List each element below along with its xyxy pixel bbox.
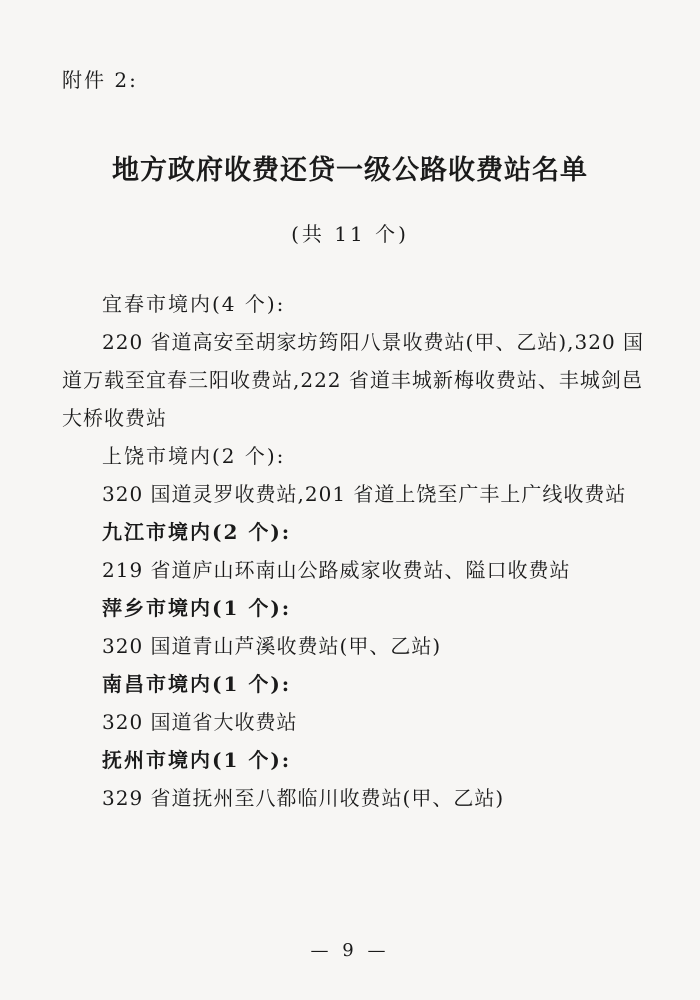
section-items-shangrao: 320 国道灵罗收费站,201 省道上饶至广丰上广线收费站 — [102, 482, 627, 506]
section-label-shangrao: 上饶市境内(2 个): — [102, 444, 286, 468]
station-count: (共 11 个) — [291, 222, 409, 246]
section-label-pingxiang: 萍乡市境内(1 个): — [102, 596, 292, 620]
section-label-jiujiang: 九江市境内(2 个): — [102, 520, 292, 544]
section-label-nanchang: 南昌市境内(1 个): — [102, 672, 292, 696]
attachment-label: 附件 2: — [62, 68, 138, 92]
section-label-yichun: 宜春市境内(4 个): — [102, 292, 286, 316]
section-items-fuzhou: 329 省道抚州至八都临川收费站(甲、乙站) — [102, 786, 505, 810]
section-items-jiujiang: 219 省道庐山环南山公路威家收费站、隘口收费站 — [102, 558, 571, 582]
document-title: 地方政府收费还贷一级公路收费站名单 — [112, 155, 588, 186]
section-label-fuzhou: 抚州市境内(1 个): — [102, 748, 292, 772]
section-items-yichun: 220 省道高安至胡家坊筠阳八景收费站(甲、乙站),320 国道万载至宜春三阳收费站,222 省道丰城新梅收费站、丰城剑邑大桥收费站 — [62, 330, 645, 430]
station-list — [62, 285, 662, 817]
page-number: — 9 — — [310, 940, 390, 961]
section-items-nanchang: 320 国道省大收费站 — [102, 710, 298, 734]
section-items-pingxiang: 320 国道青山芦溪收费站(甲、乙站) — [102, 634, 442, 658]
